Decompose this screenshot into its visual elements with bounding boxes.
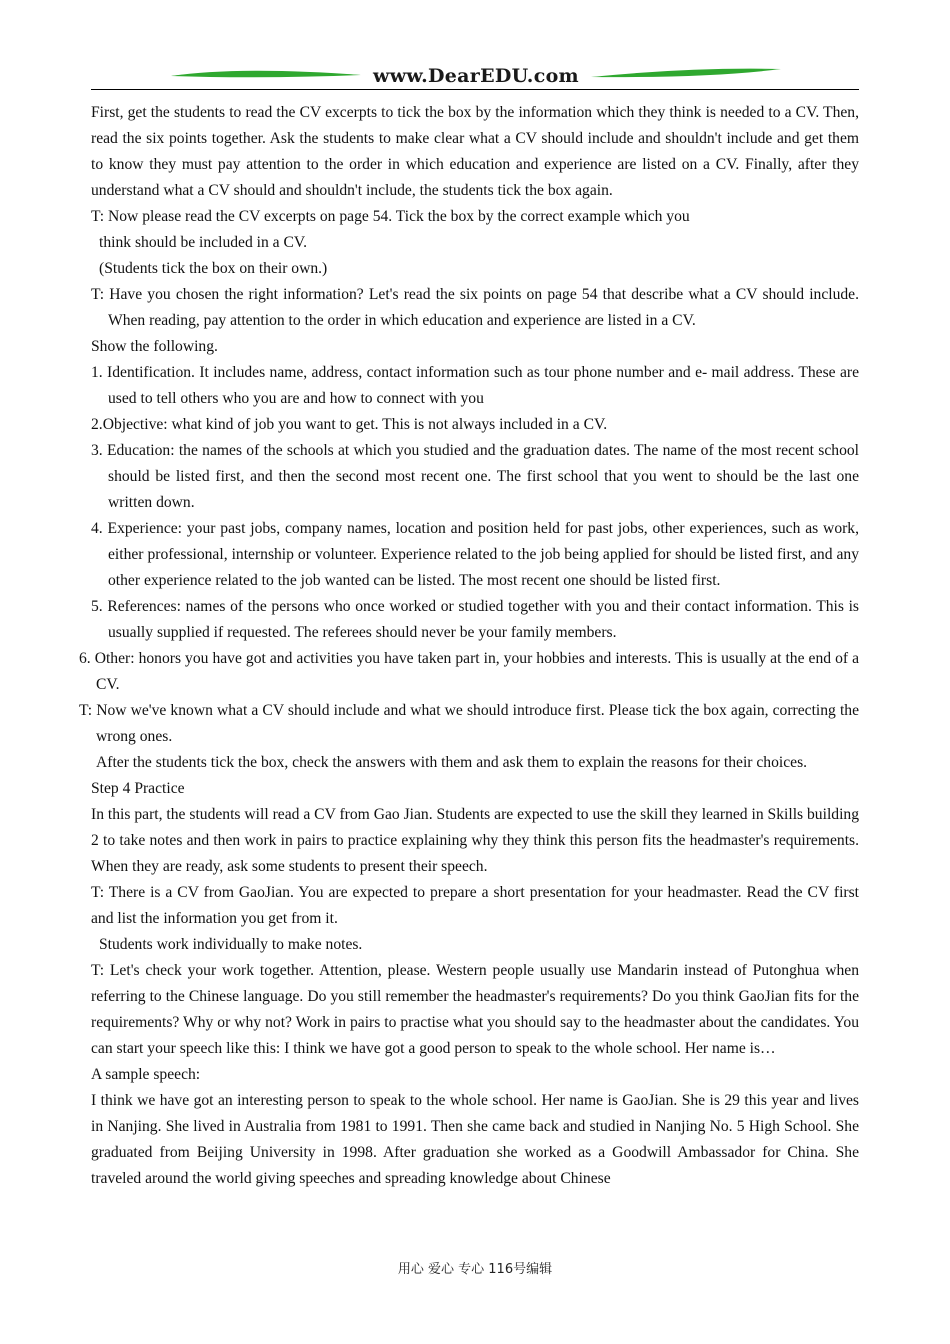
step-heading: Step 4 Practice xyxy=(91,780,185,797)
instruction-paragraph: After the students tick the box, check the answers with them and ask them to explain the reasons for their choices. xyxy=(96,754,808,771)
header-rule xyxy=(91,89,859,90)
teacher-line-continued: think should be included in a CV. xyxy=(99,234,308,251)
list-item-other: 6. Other: honors you have got and activities you have taken part in, your hobbies and interests. This is usually at the end of a CV. xyxy=(79,650,859,693)
page-footer: 用心 爱心 专心 116号编辑 xyxy=(397,1262,553,1277)
teacher-line: T: Now please read the CV excerpts on page 54. Tick the box by the correct example which you xyxy=(91,208,690,225)
intro-paragraph: First, get the students to read the CV excerpts to tick the box by the information which they think is needed to a CV. Then, read the six points together. Ask the students to make clear what a CV should include and shouldn't include and get them to know they must pay attention to the order in which education and experience are listed on a CV. Finally, after they understand what a CV should and shouldn't include, the students tick the box again. xyxy=(91,104,859,199)
list-item-education: 3. Education: the names of the schools at which you studied and the graduation dates. The name of the most recent school should be listed first, and then the second most recent one. The first school that you went to should be the last one written down. xyxy=(91,442,859,511)
teacher-line: T: There is a CV from GaoJian. You are expected to prepare a short presentation for your headmaster. Read the CV first and list the information you get from it. xyxy=(91,884,859,927)
practice-paragraph: In this part, the students will read a CV from Gao Jian. Students are expected to use the skill they learned in Skills building 2 to take notes and then work in pairs to practice explaining why they think this person fits the headmaster's requirements. When they are ready, ask some students to present their speech. xyxy=(91,806,859,875)
document-body xyxy=(79,100,859,1192)
logo-text: www.DearEDU.com xyxy=(373,65,579,87)
teacher-line: T: Have you chosen the right information? Let's read the six points on page 54 that describe what a CV should include. When reading, pay attention to the order in which education and experience are listed in a CV. xyxy=(91,286,859,329)
stage-direction: (Students tick the box on their own.) xyxy=(99,260,328,277)
stage-direction: Students work individually to make notes. xyxy=(99,936,363,953)
list-item-experience: 4. Experience: your past jobs, company names, location and position held for past jobs, other experiences, such as work, either professional, internship or volunteer. Experience related to the job being applied for should be listed first, and any other experience related to the job wanted can be listed. The most recent one should be listed first. xyxy=(91,520,859,589)
teacher-line: T: Now we've known what a CV should include and what we should introduce first. Please tick the box again, correcting the wrong ones. xyxy=(79,702,859,745)
teacher-line: T: Let's check your work together. Attention, please. Western people usually use Mandarin instead of Putonghua when referring to the Chinese language. Do you still remember the headmaster's requirements? Do you think GaoJian fits for the requirements? Why or why not? Work in pairs to practise what you should say to the headmaster about the candidates. You can start your speech like this: I think we have got a good person to speak to the whole school. Her name is… xyxy=(91,962,859,1057)
logo[interactable] xyxy=(171,64,781,88)
page-header xyxy=(91,56,859,90)
sample-speech-heading: A sample speech: xyxy=(91,1066,201,1083)
list-item-references: 5. References: names of the persons who once worked or studied together with you and their contact information. This is usually supplied if requested. The referees should never be your family members. xyxy=(91,598,859,641)
list-item-identification: 1. Identification. It includes name, address, contact information such as tour phone number and e- mail address. These are used to tell others who you are and how to connect with you xyxy=(91,364,859,407)
instruction-line: Show the following. xyxy=(91,338,218,355)
list-item-objective: 2.Objective: what kind of job you want to get. This is not always included in a CV. xyxy=(91,416,608,433)
sample-speech-paragraph: I think we have got an interesting person to speak to the whole school. Her name is GaoJian. She is 29 this year and lives in Nanjing. She lived in Australia from 1981 to 1991. Then she came back and studied in Nanjing No. 5 High School. She graduated from Beijing University in 1998. After graduation she worked as a Goodwill Ambassador for China. She traveled around the world giving speeches and spreading knowledge about Chinese xyxy=(91,1092,859,1187)
